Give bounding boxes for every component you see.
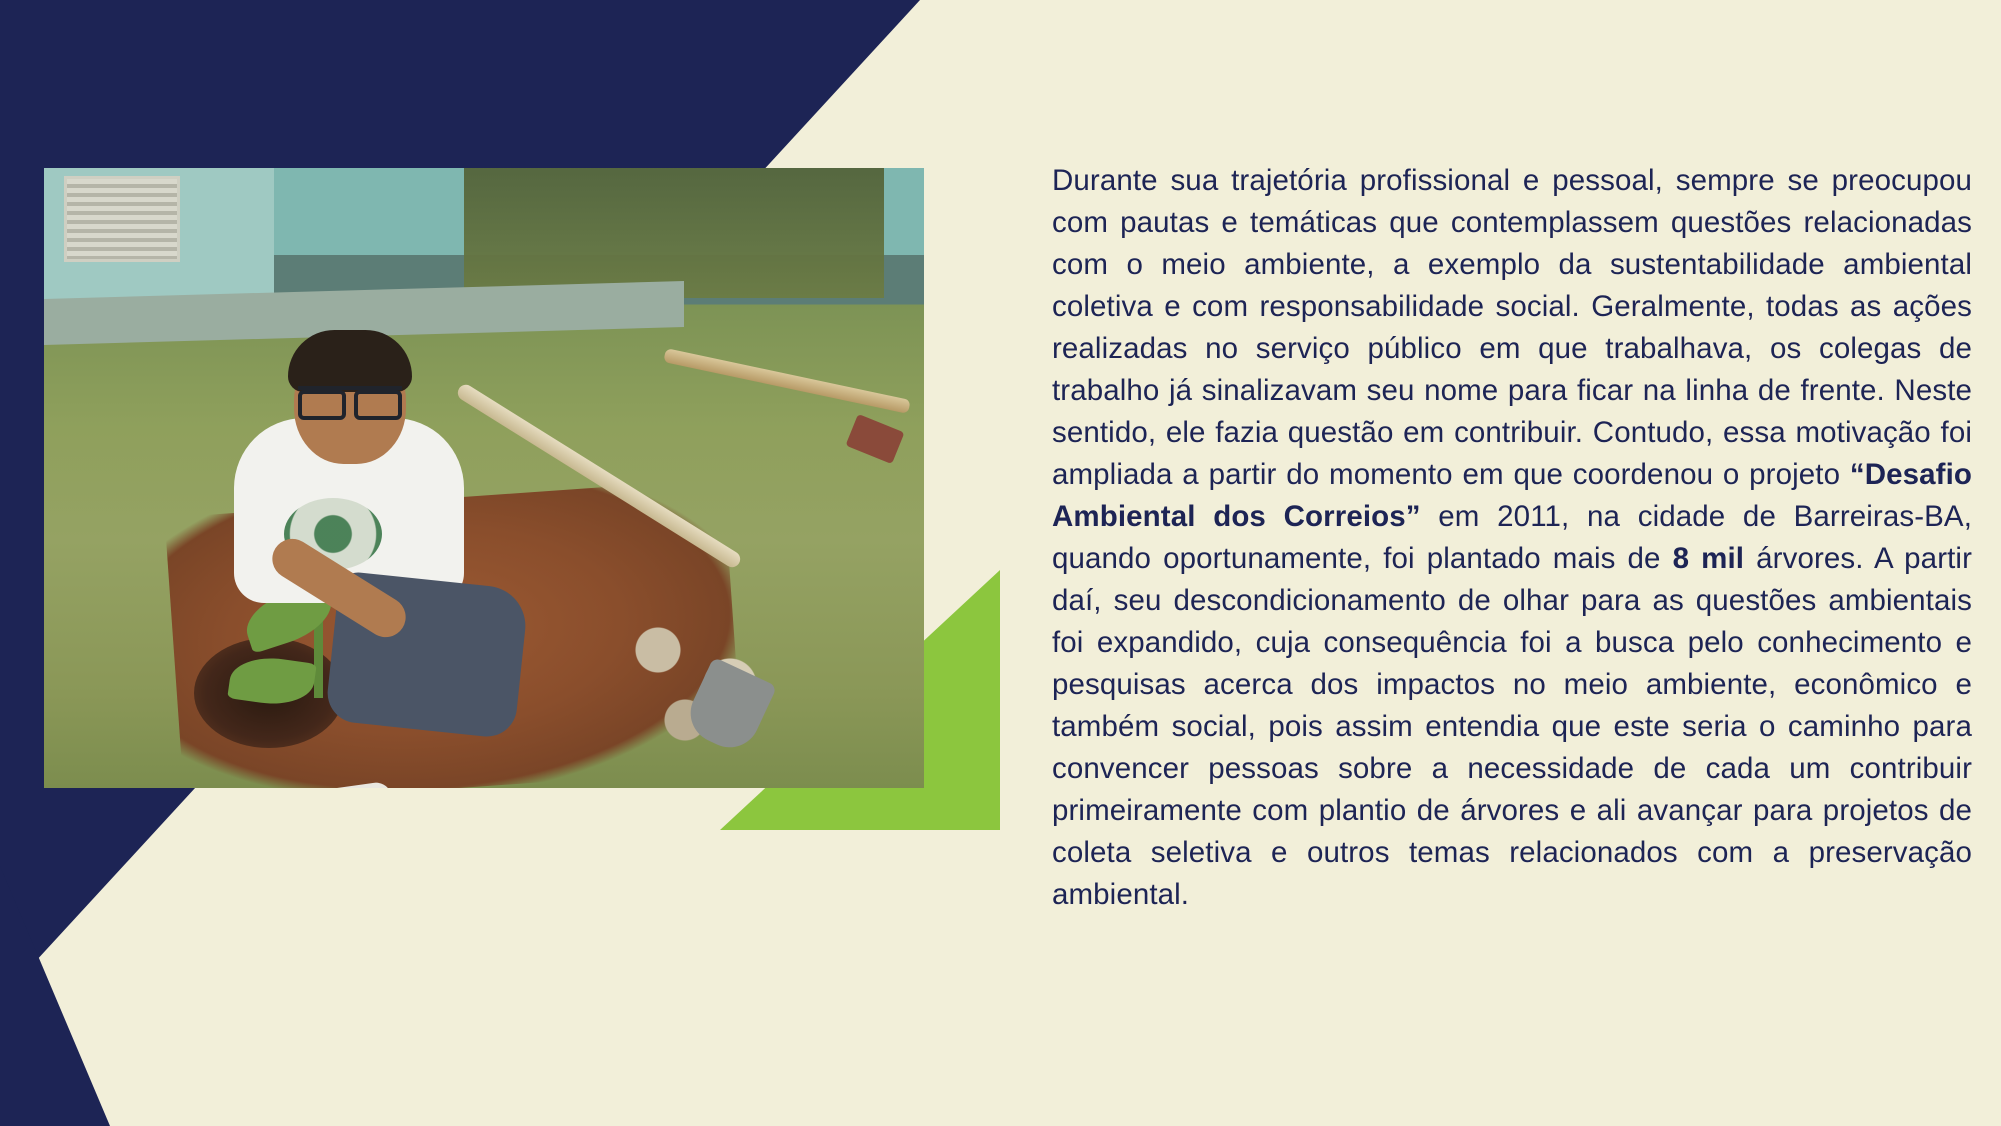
photo-hoe-head xyxy=(845,414,904,464)
photo-illustration xyxy=(44,168,924,788)
photo-tree-planting xyxy=(44,168,924,788)
photo-hoe-handle xyxy=(663,348,910,414)
photo-person-hair xyxy=(288,330,412,392)
text-column xyxy=(1052,160,1972,916)
highlight-quantity: 8 mil xyxy=(1672,542,1745,575)
paragraph-segment-3: árvores. A partir daí, seu descondicionamento de olhar para as questões ambientais foi expandido, cuja consequência foi a busca pelo conhecimento e pesquisas acerca dos impactos no meio ambiente, econômico e também social, pois assim entendia que este seria o caminho para convencer pessoas sobre a necessidade de cada um contribuir primeiramente com plantio de árvores e ali avançar para projetos de coleta seletiva e outros temas relacionados com a preservação ambiental. xyxy=(1052,542,1972,911)
photo-person-glasses xyxy=(298,386,402,412)
photo-background-foliage xyxy=(464,168,884,298)
body-paragraph xyxy=(1052,160,1972,916)
photo-window xyxy=(64,176,180,262)
paragraph-segment-2: em 2011, na cidade de Barreiras-BA, quando oportunamente, foi plantado mais de xyxy=(1052,500,1972,575)
paragraph-segment-1: Durante sua trajetória profissional e pessoal, sempre se preocupou com pautas e temáticas que contemplassem questões relacionadas com o meio ambiente, a exemplo da sustentabilidade ambiental coletiva e com responsabilidade social. Geralmente, todas as ações realizadas no serviço público em que trabalhava, os colegas de trabalho já sinalizavam seu nome para ficar na linha de frente. Neste sentido, ele fazia questão em contribuir. Contudo, essa motivação foi ampliada a partir do momento em que coordenou o projeto xyxy=(1052,164,1972,491)
photo-person xyxy=(224,328,524,688)
highlight-project-name: “Desafio Ambiental dos Correios” xyxy=(1052,458,1972,533)
